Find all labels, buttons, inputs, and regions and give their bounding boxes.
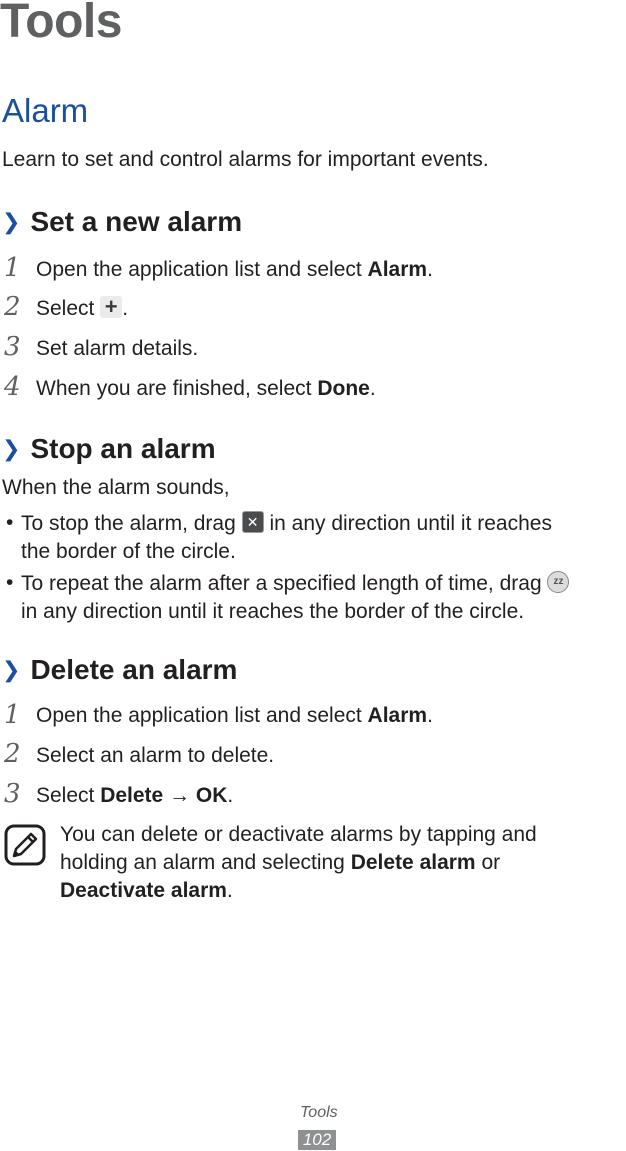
step-text: Select an alarm to delete. xyxy=(36,744,275,767)
bullet-text-continued: in any direction until it reaches the border of the circle. xyxy=(21,600,525,623)
chevron-right-icon: ❯ xyxy=(2,657,21,682)
subheading-label: Delete an alarm xyxy=(30,654,238,685)
chapter-title: Tools xyxy=(0,0,122,48)
subheading-stop-alarm xyxy=(2,433,216,465)
step-text: Open the application list and select Alarm. xyxy=(36,258,433,281)
plus-icon: + xyxy=(100,296,122,318)
note-text: Deactivate alarm. xyxy=(60,879,233,902)
subheading-delete-alarm xyxy=(2,654,237,686)
snooze-icon: zz xyxy=(547,571,569,593)
note-text: holding an alarm and selecting Delete alarm or xyxy=(60,851,501,874)
chevron-right-icon: ❯ xyxy=(2,209,21,234)
step-text: Set alarm details. xyxy=(36,337,199,360)
bullet-text: To stop the alarm, drag ✕ in any direction until it reaches xyxy=(21,512,552,535)
step-text: When you are finished, select Done. xyxy=(36,377,376,400)
step-number: 1 xyxy=(4,700,21,730)
chevron-right-icon: ❯ xyxy=(2,436,21,461)
step-text: Select + . xyxy=(36,294,129,320)
bullet-marker: • xyxy=(6,571,14,594)
dismiss-x-icon: ✕ xyxy=(242,511,264,533)
step-number: 1 xyxy=(4,253,21,283)
step-number: 4 xyxy=(4,372,21,402)
footer-section-label: Tools xyxy=(300,1104,338,1121)
page-number: 102 xyxy=(298,1130,336,1150)
bullet-text-continued: the border of the circle. xyxy=(21,540,236,563)
note-text: You can delete or deactivate alarms by tapping and xyxy=(60,823,537,846)
subheading-label: Set a new alarm xyxy=(30,206,243,237)
bullet-text: To repeat the alarm after a specified length of time, drag zz xyxy=(21,571,569,597)
step-number: 2 xyxy=(4,292,21,322)
bullet-marker: • xyxy=(6,511,14,534)
stop-lead-text: When the alarm sounds, xyxy=(2,476,230,499)
step-number: 3 xyxy=(4,332,21,362)
step-number: 3 xyxy=(4,779,21,809)
section-title: Alarm xyxy=(2,92,89,129)
step-text: Select Delete → OK. xyxy=(36,784,234,807)
step-number: 2 xyxy=(4,739,21,769)
subheading-label: Stop an alarm xyxy=(30,433,216,464)
subheading-set-new-alarm xyxy=(2,206,242,238)
note-pencil-icon xyxy=(4,824,46,866)
step-text: Open the application list and select Alarm. xyxy=(36,704,433,727)
intro-text: Learn to set and control alarms for important events. xyxy=(2,148,489,171)
